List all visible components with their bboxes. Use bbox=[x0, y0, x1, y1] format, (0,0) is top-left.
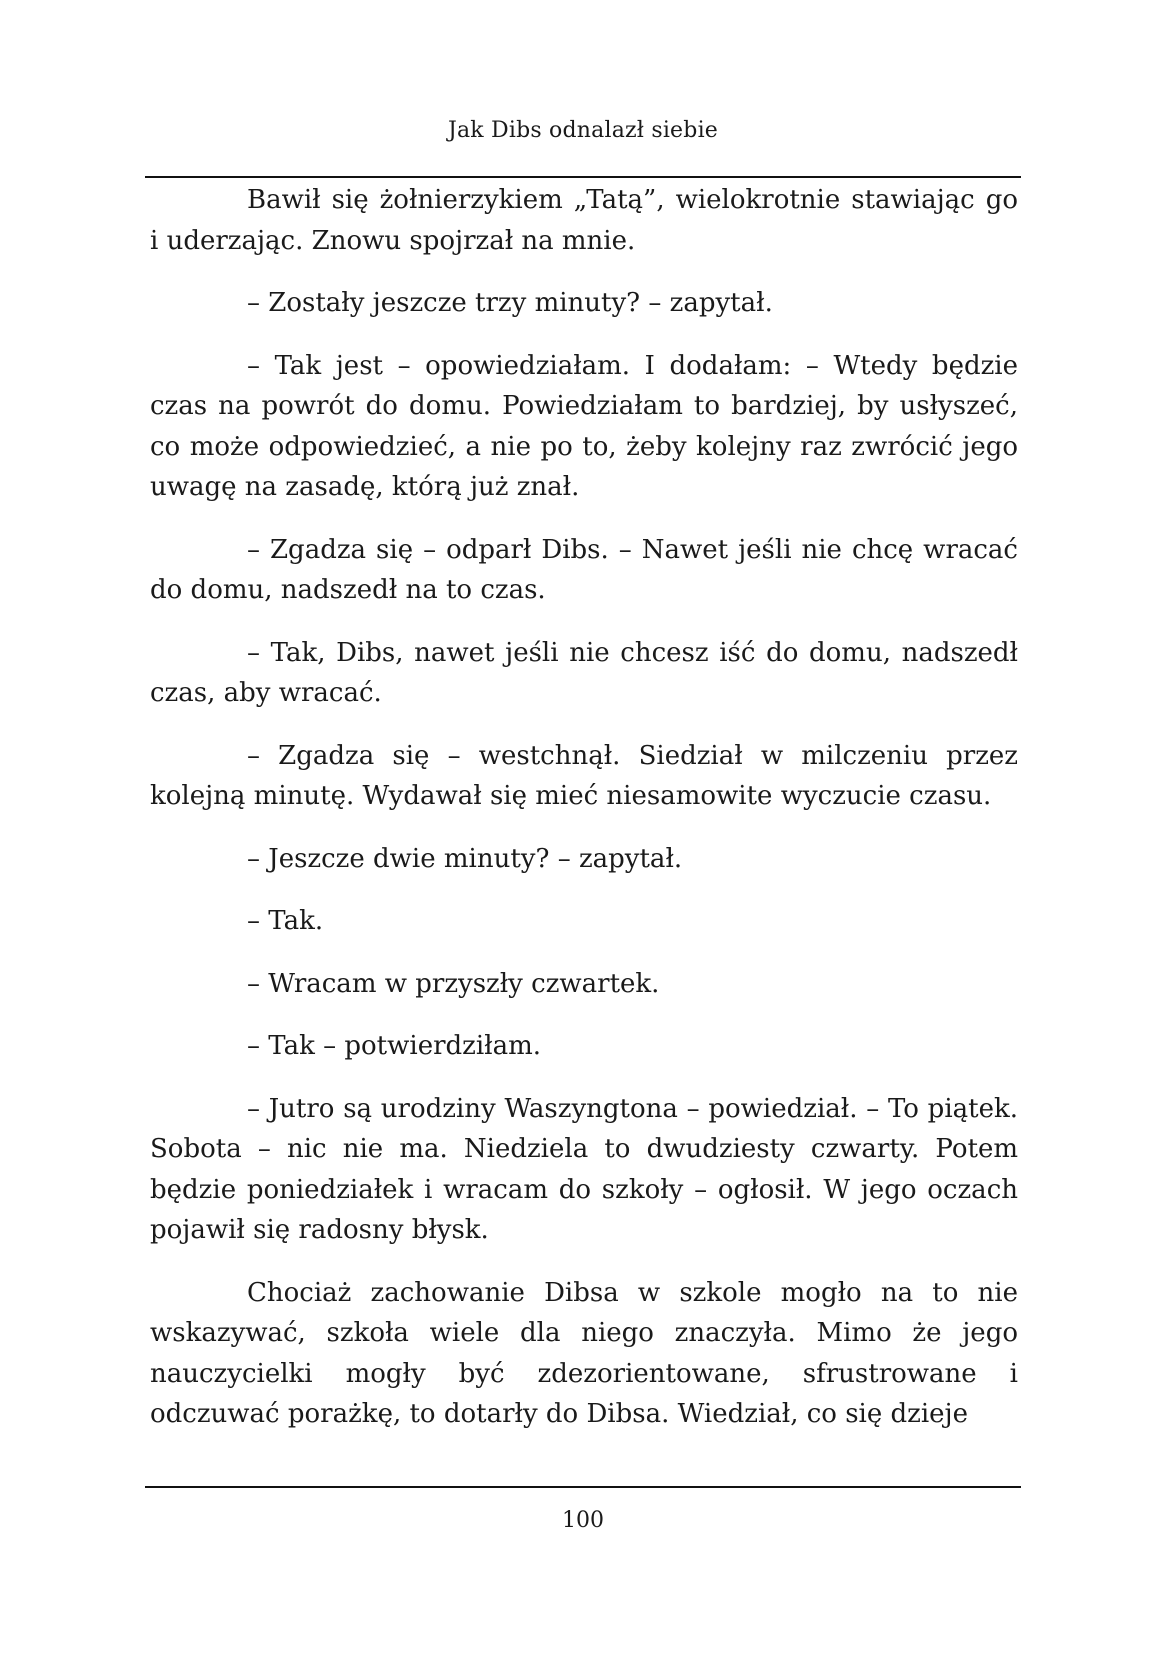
paragraph: Chociaż zachowanie Dibsa w szkole mogło na to nie wskazywać, szkoła wiele dla niego znaczyła. Mimo że jego nauczycielki mogły być zdezorientowane, sfrustrowane i odczuwać porażkę, to dotarły do Dibsa. Wiedział, co się dzieje bbox=[150, 1277, 1018, 1429]
running-title: Jak Dibs odnalazł siebie bbox=[447, 118, 719, 143]
paragraph: – Wracam w przyszły czwartek. bbox=[247, 968, 660, 999]
page-number: 100 bbox=[562, 1508, 604, 1533]
footer-rule bbox=[145, 1486, 1021, 1488]
paragraph: – Tak. bbox=[247, 906, 324, 936]
paragraph: – Tak – potwierdziłam. bbox=[247, 1031, 542, 1061]
paragraph: – Zgadza się – westchnął. Siedział w milczeniu przez kolejną minutę. Wydawał się mieć niesamowite wyczucie czasu. bbox=[150, 740, 1018, 811]
paragraph: – Zostały jeszcze trzy minuty? – zapytał. bbox=[247, 288, 773, 318]
paragraph: – Tak, Dibs, nawet jeśli nie chcesz iść do domu, nadszedł czas, aby wracać. bbox=[150, 637, 1018, 708]
body-text bbox=[150, 180, 1018, 1457]
paragraph: – Zgadza się – odparł Dibs. – Nawet jeśli nie chcę wracać do domu, nadszedł na to czas. bbox=[150, 534, 1018, 605]
paragraph: – Jutro są urodziny Waszyngtona – powiedział. – To piątek. Sobota – nic nie ma. Niedziela to dwudziesty czwarty. Potem będzie poniedziałek i wracam do szkoły – ogłosił. W jego oczach pojawił się radosny błysk. bbox=[150, 1093, 1018, 1245]
paragraph: Bawił się żołnierzykiem „Tatą”, wielokrotnie stawiając go i uderzając. Znowu spojrzał na mnie. bbox=[150, 185, 1018, 256]
header-rule bbox=[145, 176, 1021, 178]
paragraph: – Jeszcze dwie minuty? – zapytał. bbox=[247, 843, 683, 874]
paragraph: – Tak jest – opowiedziałam. I dodałam: – Wtedy będzie czas na powrót do domu. Powiedziałam to bardziej, by usłyszeć, co może odpowiedzieć, a nie po to, żeby kolejny raz zwrócić jego uwagę na zasadę, którą już znał. bbox=[150, 350, 1018, 502]
